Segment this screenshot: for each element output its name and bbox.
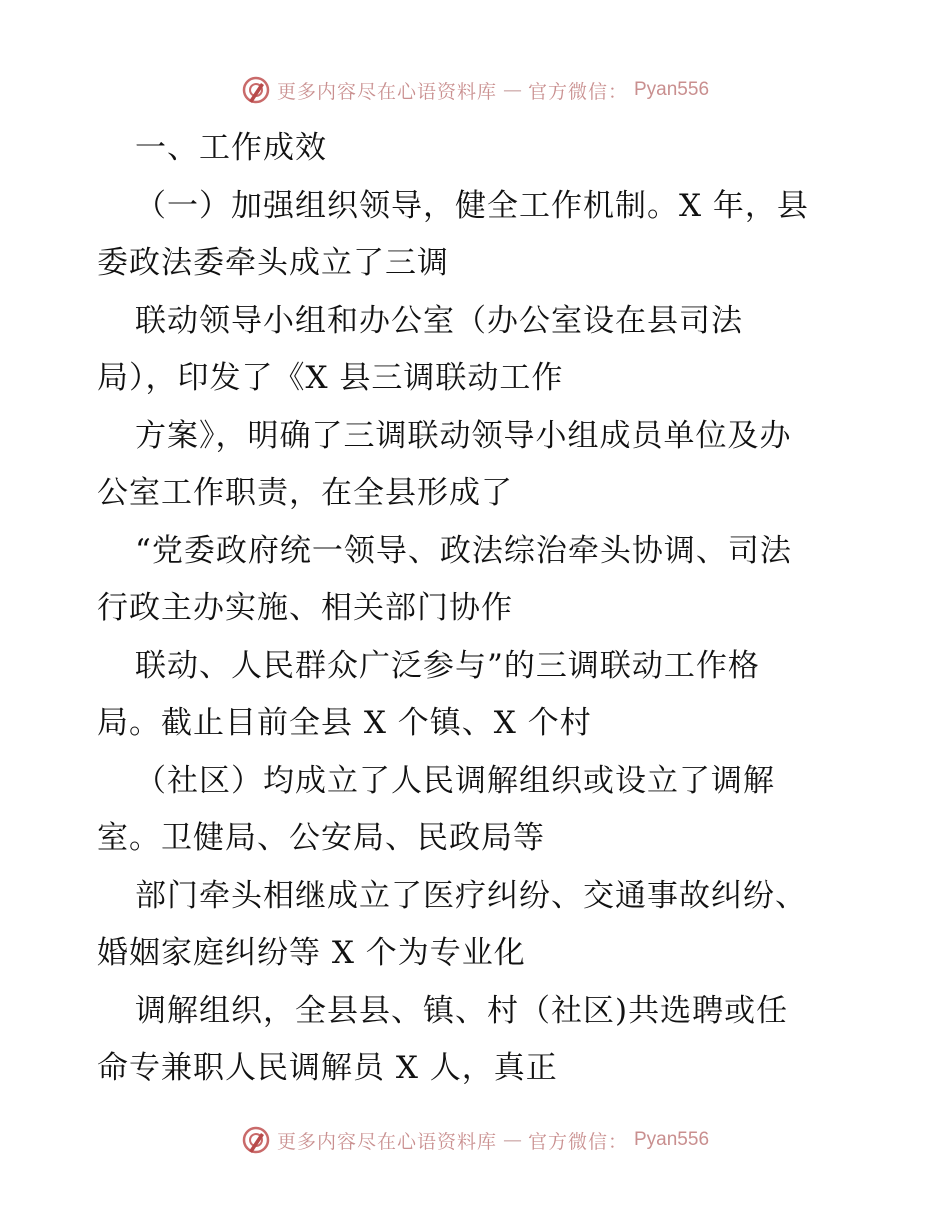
paragraph-line: 调解组织，全县县、镇、村（社区)共选聘或任 bbox=[135, 992, 789, 1029]
watermark-wechat-id: Pyan556 bbox=[634, 1129, 710, 1150]
watermark-separator: — bbox=[502, 79, 522, 101]
paragraph-line: 局。截止目前全县 X 个镇、X 个村 bbox=[97, 705, 592, 741]
watermark-separator: — bbox=[502, 1129, 522, 1151]
watermark-text: 更多内容尽在心语资料库 bbox=[276, 80, 497, 103]
pen-logo-icon bbox=[241, 75, 271, 105]
paragraph-line: 联动领导小组和办公室（办公室设在县司法 bbox=[135, 302, 743, 339]
paragraph-line: （一）加强组织领导，健全工作机制。X 年，县 bbox=[135, 187, 809, 224]
pen-logo-icon bbox=[241, 1125, 271, 1155]
watermark-wechat-label: 官方微信： bbox=[527, 80, 628, 103]
watermark-text: 更多内容尽在心语资料库 bbox=[276, 1130, 497, 1153]
paragraph-line: 局），印发了《X 县三调联动工作 bbox=[97, 360, 564, 396]
paragraph-line: 命专兼职人民调解员 X 人，真正 bbox=[97, 1050, 558, 1086]
watermark-footer bbox=[0, 1120, 950, 1160]
paragraph-line: 方案》，明确了三调联动领导小组成员单位及办 bbox=[135, 417, 792, 454]
paragraph-line: 公室工作职责，在全县形成了 bbox=[97, 475, 513, 511]
paragraph-line: （社区）均成立了人民调解组织或设立了调解 bbox=[135, 762, 775, 799]
document-body bbox=[97, 120, 867, 1098]
watermark-wechat-id: Pyan556 bbox=[634, 79, 710, 100]
paragraph-line: 婚姻家庭纠纷等 X 个为专业化 bbox=[97, 935, 526, 971]
paragraph-line: “党委政府统一领导、政法综治牵头协调、司法 bbox=[135, 532, 792, 569]
paragraph-line: 委政法委牵头成立了三调 bbox=[97, 245, 449, 281]
watermark-wechat-label: 官方微信： bbox=[527, 1130, 628, 1153]
paragraph-line: 行政主办实施、相关部门协作 bbox=[97, 590, 513, 626]
section-heading: 一、工作成效 bbox=[135, 130, 327, 166]
paragraph-line: 联动、人民群众广泛参与”的三调联动工作格 bbox=[135, 647, 760, 684]
paragraph-line: 部门牵头相继成立了医疗纠纷、交通事故纠纷、 bbox=[135, 877, 807, 914]
watermark-header bbox=[0, 70, 950, 110]
paragraph-line: 室。卫健局、公安局、民政局等 bbox=[97, 820, 545, 856]
